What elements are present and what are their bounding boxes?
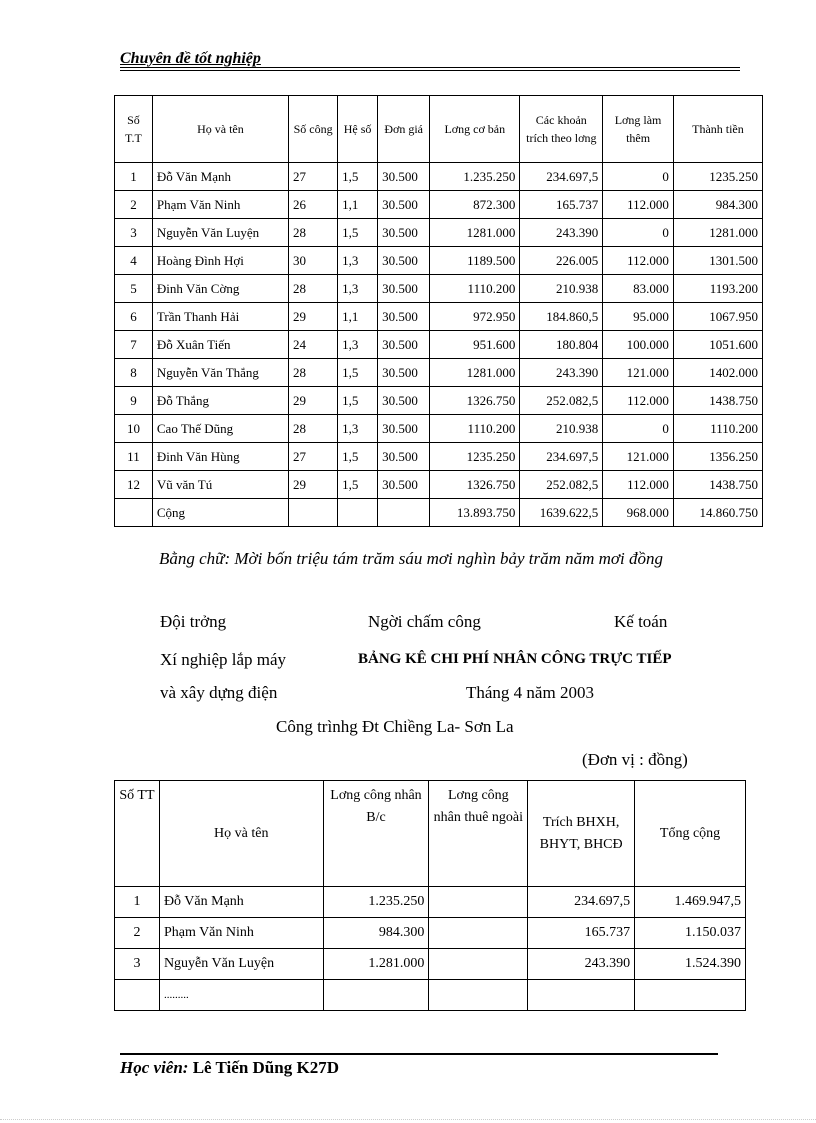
payroll-cell: 4 [115,247,153,275]
payroll-cell: 27 [289,163,338,191]
col-header: Số công [289,96,338,163]
total-deduct: 1639.622,5 [520,499,603,527]
payroll-cell: 0 [603,415,674,443]
payroll-cell: 30.500 [378,443,430,471]
total-label: Cộng [152,499,288,527]
total-base: 13.893.750 [430,499,520,527]
payroll-cell: 11 [115,443,153,471]
sig-accountant: Kế toán [614,612,668,631]
total-overtime: 968.000 [603,499,674,527]
payroll-cell: 210.938 [520,275,603,303]
cost-cell: 3 [115,949,160,980]
payroll-cell: 29 [289,471,338,499]
payroll-row [115,303,763,331]
payroll-cell: 165.737 [520,191,603,219]
cost-cell: 1.524.390 [635,949,746,980]
sig-timekeeper: Ngời chấm công [368,612,481,631]
payroll-cell: 1402.000 [673,359,762,387]
payroll-cell: Đỗ Xuân Tiến [152,331,288,359]
payroll-cell: 7 [115,331,153,359]
payroll-cell: 30.500 [378,331,430,359]
payroll-cell: 1110.200 [430,415,520,443]
payroll-cell: 226.005 [520,247,603,275]
payroll-cell: 1051.600 [673,331,762,359]
payroll-cell: 1281.000 [430,359,520,387]
project-name: Công trìnhg Đt Chiềng La- Sơn La [276,717,514,736]
payroll-cell: 121.000 [603,359,674,387]
payroll-cell: 972.950 [430,303,520,331]
payroll-cell: 1438.750 [673,471,762,499]
payroll-cell: 1356.250 [673,443,762,471]
payroll-cell: Nguyễn Văn Luyện [152,219,288,247]
payroll-cell: 1326.750 [430,471,520,499]
payroll-cell: 1438.750 [673,387,762,415]
payroll-cell: 112.000 [603,471,674,499]
payroll-cell: 1,5 [338,219,378,247]
payroll-cell: 112.000 [603,387,674,415]
payroll-cell: 121.000 [603,443,674,471]
payroll-cell: 83.000 [603,275,674,303]
payroll-row [115,191,763,219]
amount-in-words: Bằng chữ: Mời bốn triệu tám trăm sáu mơi nghìn bảy trăm năm mơi đồng [159,549,663,568]
payroll-cell: 1281.000 [673,219,762,247]
cost-cell: 1.281.000 [323,949,429,980]
payroll-cell: 8 [115,359,153,387]
payroll-cell: 984.300 [673,191,762,219]
payroll-cell: 30 [289,247,338,275]
payroll-cell: 1,1 [338,303,378,331]
payroll-cell: 210.938 [520,415,603,443]
payroll-cell: 9 [115,387,153,415]
payroll-cell: 1,5 [338,163,378,191]
payroll-cell: 234.697,5 [520,163,603,191]
payroll-cell: 1,5 [338,443,378,471]
payroll-cell: 1235.250 [673,163,762,191]
payroll-cell: 243.390 [520,219,603,247]
cost-cell: 165.737 [528,918,635,949]
col-header: Các khoản trích theo lơng [520,96,603,163]
report-title: BẢNG KÊ CHI PHÍ NHÂN CÔNG TRỰC TIẾP [358,651,672,667]
payroll-cell: 27 [289,443,338,471]
report-month: Tháng 4 năm 2003 [466,683,594,702]
cost-cell: 1.150.037 [635,918,746,949]
payroll-row [115,471,763,499]
unit-note: (Đơn vị : đồng) [582,750,688,769]
payroll-cell: 184.860,5 [520,303,603,331]
payroll-cell: 28 [289,415,338,443]
payroll-cell: 1,1 [338,191,378,219]
payroll-cell: 30.500 [378,303,430,331]
page-header-title: Chuyên đề tốt nghiệp [120,50,261,67]
payroll-cell: 30.500 [378,415,430,443]
payroll-cell: 100.000 [603,331,674,359]
payroll-cell: 1326.750 [430,387,520,415]
payroll-cell: 1235.250 [430,443,520,471]
cost-cell: 984.300 [323,918,429,949]
payroll-cell: 112.000 [603,247,674,275]
payroll-cell: 112.000 [603,191,674,219]
col-header: Số TT [115,781,160,887]
payroll-cell: Cao Thế Dũng [152,415,288,443]
payroll-cell: 6 [115,303,153,331]
col-header: Trích BHXH, BHYT, BHCĐ [528,781,635,887]
payroll-cell: 872.300 [430,191,520,219]
cost-cell: Nguyễn Văn Luyện [159,949,323,980]
cost-cell: 1.469.947,5 [635,887,746,918]
col-header: Lơng công nhân thuê ngoài [429,781,528,887]
payroll-row [115,359,763,387]
payroll-cell: Đỗ Văn Mạnh [152,163,288,191]
cost-cell: 243.390 [528,949,635,980]
total-amount: 14.860.750 [673,499,762,527]
payroll-cell: 30.500 [378,219,430,247]
col-header: Lơng cơ bản [430,96,520,163]
cost-cell: 1.235.250 [323,887,429,918]
payroll-cell: 1,5 [338,387,378,415]
payroll-cell: 2 [115,191,153,219]
payroll-cell: 1 [115,163,153,191]
payroll-cell: 951.600 [430,331,520,359]
col-header: Đơn giá [378,96,430,163]
payroll-cell: 0 [603,163,674,191]
payroll-cell: 1281.000 [430,219,520,247]
sig-leader: Đội trởng [160,612,227,631]
payroll-cell: 1,3 [338,247,378,275]
payroll-cell: 1,5 [338,359,378,387]
cost-cell: Phạm Văn Ninh [159,918,323,949]
payroll-cell: Vũ văn Tú [152,471,288,499]
payroll-cell: Đinh Văn Cờng [152,275,288,303]
cost-row [115,949,746,980]
payroll-cell: 252.082,5 [520,387,603,415]
payroll-cell: 28 [289,359,338,387]
payroll-row [115,275,763,303]
cost-cell: 234.697,5 [528,887,635,918]
cost-row [115,918,746,949]
ellipsis: ......... [159,980,323,1011]
cost-cell [429,918,528,949]
payroll-row [115,387,763,415]
payroll-cell: 1067.950 [673,303,762,331]
header-rule [120,67,740,68]
payroll-cell: 30.500 [378,359,430,387]
payroll-cell: 1110.200 [673,415,762,443]
cost-row [115,887,746,918]
payroll-cell: 28 [289,219,338,247]
payroll-table [114,95,763,527]
footer-name: Lê Tiến Dũng K27D [192,1058,339,1077]
payroll-cell: 30.500 [378,163,430,191]
payroll-cell: 1,3 [338,275,378,303]
payroll-cell: 1193.200 [673,275,762,303]
cost-cell: Đỗ Văn Mạnh [159,887,323,918]
cost-cell: 1 [115,887,160,918]
payroll-row [115,443,763,471]
ellipsis-row [115,980,746,1011]
payroll-cell: Đinh Văn Hùng [152,443,288,471]
col-header: Họ và tên [152,96,288,163]
payroll-row [115,331,763,359]
page-bottom-edge [0,1119,816,1120]
payroll-cell: Trần Thanh Hải [152,303,288,331]
payroll-cell: 1189.500 [430,247,520,275]
payroll-cell: 1301.500 [673,247,762,275]
company-line1: Xí nghiệp lắp máy [160,650,287,669]
payroll-row [115,247,763,275]
payroll-cell: 1,5 [338,471,378,499]
payroll-row [115,219,763,247]
footer-rule [120,1053,718,1055]
payroll-cell: 1,3 [338,331,378,359]
footer [120,1058,339,1078]
header-rule-2 [120,70,740,71]
payroll-cell: 10 [115,415,153,443]
payroll-cell: 3 [115,219,153,247]
payroll-cell: 26 [289,191,338,219]
payroll-cell: 1,3 [338,415,378,443]
payroll-cell: 28 [289,275,338,303]
payroll-cell: 95.000 [603,303,674,331]
payroll-cell: 1.235.250 [430,163,520,191]
payroll-cell: 1110.200 [430,275,520,303]
payroll-row [115,415,763,443]
payroll-cell: 5 [115,275,153,303]
company-line2: và xây dựng điện [160,683,278,702]
direct-labor-cost-table [114,780,746,1011]
col-header: Họ và tên [159,781,323,887]
payroll-cell: Phạm Văn Ninh [152,191,288,219]
cost-cell [429,949,528,980]
payroll-cell: Đỗ Thắng [152,387,288,415]
col-header: Tổng cộng [635,781,746,887]
payroll-cell: 234.697,5 [520,443,603,471]
payroll-cell: 29 [289,303,338,331]
payroll-cell: Nguyễn Văn Thắng [152,359,288,387]
cost-cell [429,887,528,918]
col-header: Hệ số [338,96,378,163]
cost-cell: 2 [115,918,160,949]
footer-label: Học viên: [120,1058,189,1077]
payroll-cell: 252.082,5 [520,471,603,499]
col-header: Lơng công nhân B/c [323,781,429,887]
col-header: Lơng làm thêm [603,96,674,163]
payroll-cell: 0 [603,219,674,247]
col-header: Thành tiền [673,96,762,163]
payroll-cell: Hoàng Đình Hợi [152,247,288,275]
payroll-cell: 30.500 [378,387,430,415]
payroll-cell: 12 [115,471,153,499]
payroll-header-row [115,96,763,163]
col-header: Số T.T [115,96,153,163]
payroll-cell: 30.500 [378,275,430,303]
payroll-cell: 243.390 [520,359,603,387]
payroll-cell: 29 [289,387,338,415]
payroll-cell: 180.804 [520,331,603,359]
payroll-total-row [115,499,763,527]
payroll-cell: 30.500 [378,191,430,219]
payroll-cell: 30.500 [378,247,430,275]
payroll-cell: 30.500 [378,471,430,499]
cost-header-row [115,781,746,887]
payroll-cell: 24 [289,331,338,359]
payroll-row [115,163,763,191]
